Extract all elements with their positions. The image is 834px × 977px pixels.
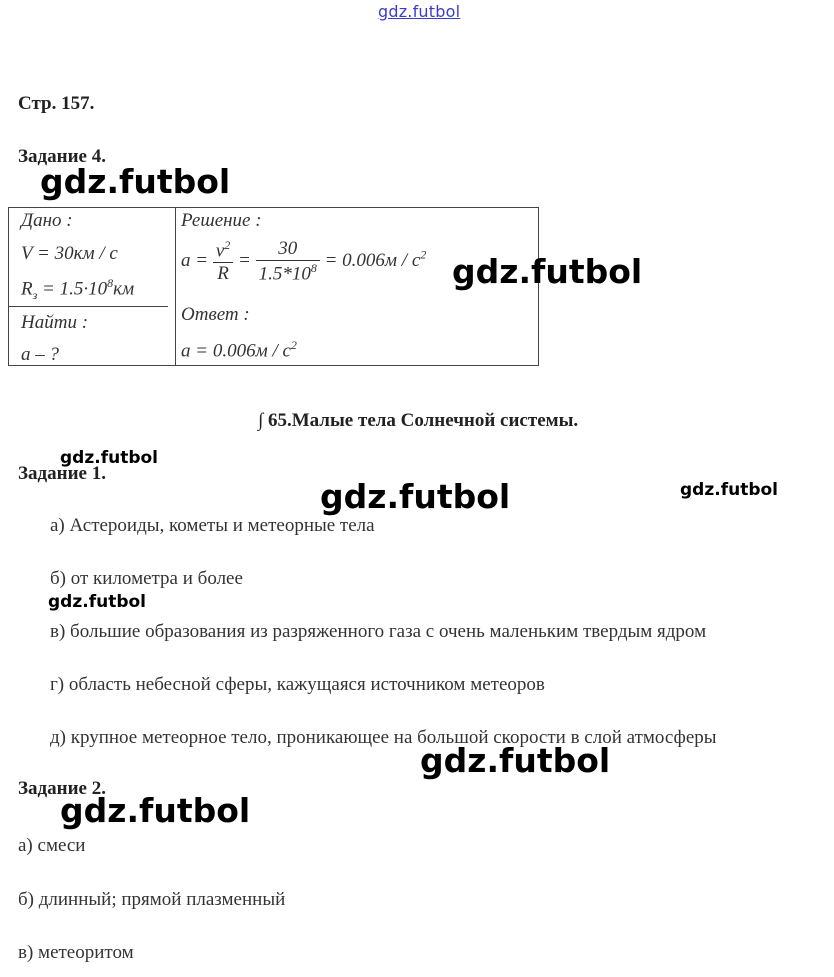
task2-item-a: а) смеси [18,835,86,856]
task1-item-b: б) от километра и более [50,568,243,589]
task1-item-c: в) большие образования из разряженного газа с очень маленьким твердым ядром [50,621,707,642]
task2-item-c: в) метеоритом [18,942,134,963]
watermark: gdz.futbol [320,477,511,516]
task1-item-e: д) крупное метеорное тело, проникающее на большой скорости в слой атмосферы [50,727,717,748]
watermark: gdz.futbol [60,791,251,830]
answer-value: $a = 0.006м / с^2$ [181,338,297,362]
given-velocity: V = 30км / с [21,243,118,264]
solution-formula: a = $\frac{v^2}{R}$ = $\frac{30}{1.5*10^8}$ = $0.006м / с^2$ [181,238,427,285]
fraction-v2-over-r: $\frac{v^2}{R}$ [213,238,233,285]
given-radius: $R_з = 1.5\cdot 10^8км$ [21,276,135,303]
watermark: gdz.futbol [60,448,158,468]
watermark: gdz.futbol [452,252,643,291]
fraction-numeric: $\frac{30}{1.5*10^8}$ [256,238,320,285]
task1-item-d: г) область небесной сферы, кажущаяся источником метеоров [50,674,545,695]
watermark: gdz.futbol [680,480,778,500]
watermark: gdz.futbol [48,592,146,612]
task1-item-a: а) Астероиды, кометы и метеорные тела [50,515,375,536]
task2-item-b: б) длинный; прямой плазменный [18,889,286,910]
given-label: Дано : [21,210,73,231]
table-divider-horizontal [9,306,168,307]
task4-title: Задание 4. [18,146,106,167]
find-value: a – ? [21,344,59,365]
page-label: Стр. 157. [18,93,95,114]
find-label: Найти : [21,312,89,333]
task1-title: Задание 1. [18,463,106,484]
watermark-link-top[interactable]: gdz.futbol [378,2,461,21]
table-divider-vertical [175,208,176,365]
section-title: ∫ 65.Малые тела Солнечной системы. [258,410,579,431]
task2-title: Задание 2. [18,778,106,799]
answer-label: Ответ : [181,304,250,325]
solution-label: Решение : [181,210,262,231]
watermark: gdz.futbol [40,162,231,201]
watermark: gdz.futbol [420,741,611,780]
